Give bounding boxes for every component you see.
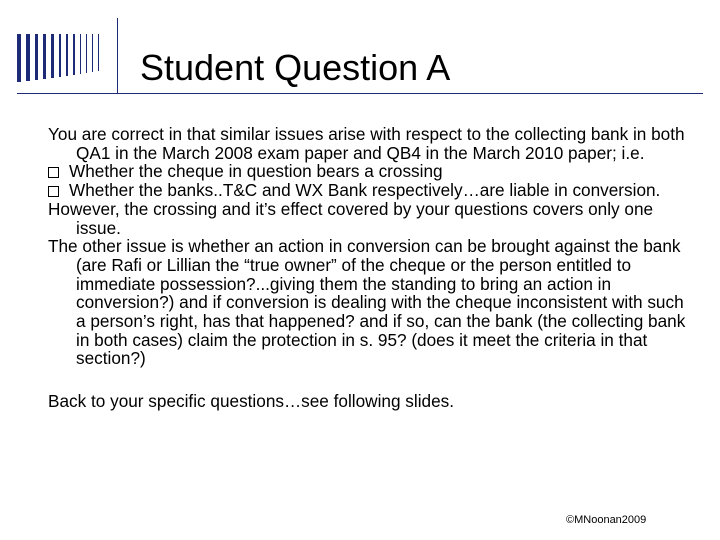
square-bullet-icon	[48, 167, 59, 178]
decorative-bar	[92, 34, 93, 72]
decorative-bar	[80, 34, 81, 74]
slide-body	[48, 125, 688, 411]
bullet-text: Whether the banks..T&C and WX Bank respectively…are liable in conversion.	[69, 180, 661, 201]
bullet-item	[48, 162, 688, 181]
intro-paragraph: You are correct in that similar issues arise with respect to the collecting bank in both QA1 in the March 2008 exam paper and QB4 in the March 2010 paper; i.e.	[48, 124, 685, 163]
decorative-bar	[51, 34, 54, 78]
title-divider-vertical	[117, 18, 118, 94]
decorative-bar	[59, 34, 61, 77]
decorative-bar	[17, 34, 21, 82]
bullet-text: Whether the cheque in question bears a crossing	[69, 161, 443, 182]
however-paragraph: However, the crossing and it’s effect covered by your questions covers only one issue.	[48, 198, 654, 238]
decorative-bar	[73, 34, 75, 75]
decorative-bar	[26, 34, 30, 81]
decorative-bar	[66, 34, 68, 76]
copyright-footer: ©MNoonan2009	[566, 514, 647, 526]
bullet-item	[48, 181, 688, 200]
title-divider	[17, 93, 703, 94]
decorative-bar	[35, 34, 38, 80]
slide-title: Student Question A	[140, 47, 451, 88]
decorative-bars	[17, 34, 127, 82]
square-bullet-icon	[48, 186, 59, 197]
decorative-bar	[86, 34, 87, 73]
spacer	[48, 368, 688, 392]
decorative-bar	[98, 34, 99, 71]
other-issue-paragraph: The other issue is whether an action in conversion can be brought against the bank (are Rafi or Lillian the “true owner” of the cheque or the person entitled to immediate possession?...giving them the standing to bring an action in conversion?) and if conversion is dealing with the cheque inconsistent with such a person’s right, has that happened? and if so, can the bank (the collecting bank in both cases) claim the protection in s. 95? (does it meet the criteria in that section?)	[48, 236, 686, 369]
decorative-bar	[43, 34, 46, 79]
closing-paragraph: Back to your specific questions…see following slides.	[48, 391, 455, 412]
